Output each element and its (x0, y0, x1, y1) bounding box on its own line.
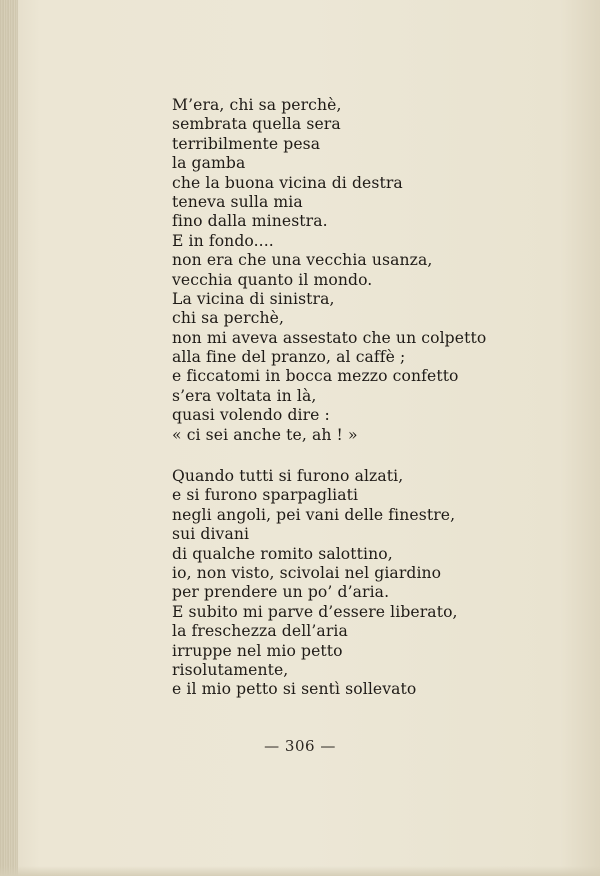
poem-line: per prendere un po’ d’aria. (172, 583, 390, 602)
poem-line: e si furono sparpagliati (172, 486, 359, 505)
poem-line: terribilmente pesa (172, 134, 321, 153)
stanza-2 (172, 467, 502, 700)
poem-line: s’era voltata in là, (172, 386, 317, 405)
poem-line: la gamba (172, 154, 246, 173)
poem-line: alla fine del pranzo, al caffè ; (172, 348, 406, 367)
poem-line: chi sa perchè, (172, 309, 285, 328)
poem-line: M’era, chi sa perchè, (172, 96, 342, 114)
poem-line: E subito mi parve d’essere liberato, (172, 602, 458, 621)
poem-line: quasi volendo dire : (172, 406, 330, 425)
poem-line: Quando tutti si furono alzati, (172, 467, 404, 486)
poem-line: la freschezza dell’aria (172, 622, 348, 641)
poem-line: che la buona vicina di destra (172, 173, 403, 192)
poem-line: La vicina di sinistra, (172, 289, 335, 308)
poem-line: sui divani (172, 525, 250, 544)
poem-line: non mi aveva assestato che un colpetto (172, 328, 487, 347)
poem-line: e il mio petto si sentì sollevato (172, 680, 417, 699)
poem-line: teneva sulla mia (172, 192, 303, 211)
poem-line: di qualche romito salottino, (172, 544, 393, 563)
poem-text (172, 96, 502, 700)
poem-line: e ficcatomi in bocca mezzo confetto (172, 367, 459, 386)
poem-line: sembrata quella sera (172, 115, 341, 134)
poem-line: E in fondo.... (172, 231, 274, 250)
poem-line: vecchia quanto il mondo. (172, 270, 373, 289)
stanza-1 (172, 96, 502, 445)
poem-line: io, non visto, scivolai nel giardino (172, 563, 442, 582)
poem-line: fino dalla minestra. (172, 212, 328, 231)
poem-line: negli angoli, pei vani delle finestre, (172, 505, 456, 524)
poem-line: « ci sei anche te, ah ! » (172, 425, 358, 444)
poem-line: risolutamente, (172, 660, 289, 679)
poem-line: irruppe nel mio petto (172, 641, 343, 660)
poem-line: non era che una vecchia usanza, (172, 251, 433, 270)
page-bottom-edge (0, 866, 600, 876)
page-number: — 306 — (264, 737, 336, 755)
